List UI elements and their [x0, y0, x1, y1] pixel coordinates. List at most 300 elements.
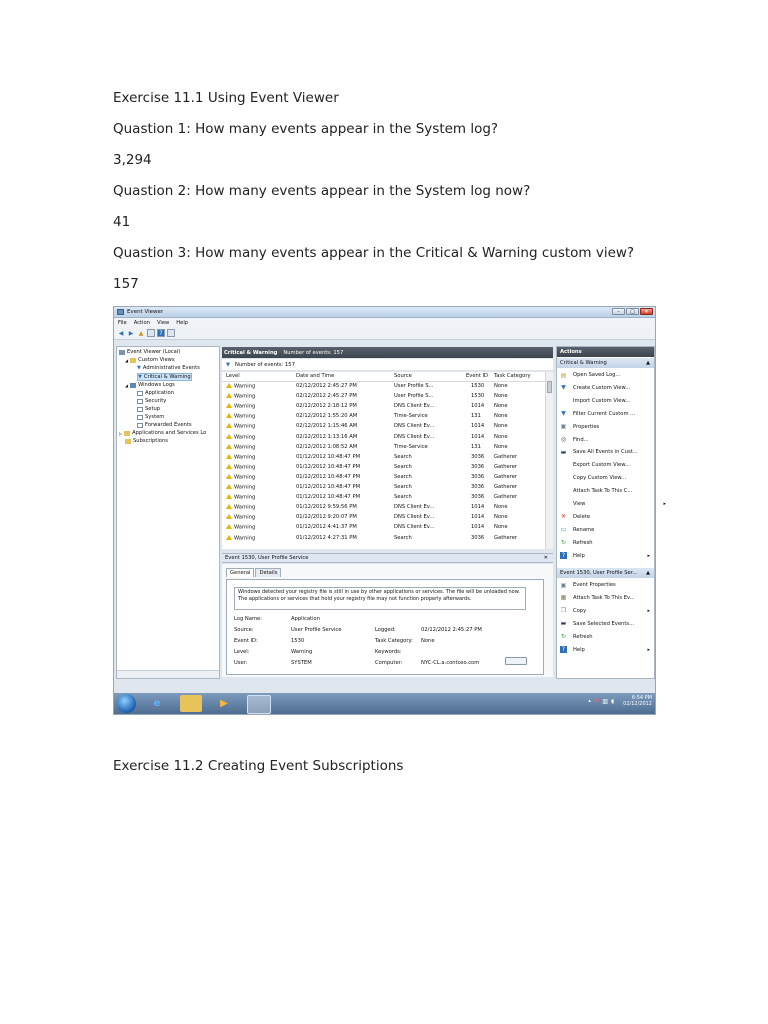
copy-icon: ❐	[560, 607, 567, 615]
media-player-icon[interactable]: ▶	[220, 698, 228, 709]
tree-item-setup[interactable]: Setup	[137, 406, 160, 412]
table-cell	[296, 474, 360, 480]
table-cell	[471, 454, 484, 460]
event-viewer-taskbar-icon[interactable]	[247, 695, 271, 714]
help-icon: ?	[561, 646, 566, 653]
clock-time: 6:54 PM	[631, 695, 652, 701]
event-detail-title: Event 1530, User Profile Service	[225, 555, 309, 561]
task-category-cell: Gatherer	[494, 453, 518, 460]
table-row[interactable]	[222, 402, 545, 412]
event-id-cell: 1014	[471, 403, 485, 410]
actions-pane	[556, 346, 666, 679]
level-cell: Warning	[234, 403, 256, 410]
table-cell	[394, 413, 428, 419]
event-id-cell: 3036	[471, 534, 485, 541]
action-item-attach-task-to-this-ev[interactable]	[557, 593, 654, 603]
action-item-create-custom-view[interactable]	[557, 383, 654, 393]
up-folder-icon[interactable]: ▲	[138, 329, 144, 337]
tree-item-windows-logs[interactable]: ◢ Windows Logs	[125, 382, 175, 388]
action-item-event-properties[interactable]	[557, 580, 654, 590]
table-cell	[494, 393, 508, 399]
table-cell	[226, 494, 255, 501]
date-cell: 01/12/2012 9:20:07 PM	[296, 514, 357, 521]
actions-section-custom-view[interactable]: Critical & Warning ▲	[557, 358, 654, 368]
source-cell: DNS Client Ev...	[394, 514, 435, 521]
source-cell: DNS Client Ev...	[394, 504, 435, 511]
event-viewer-screenshot	[113, 306, 666, 715]
events-grid	[222, 372, 553, 549]
folder-icon	[130, 358, 136, 363]
table-cell	[226, 535, 255, 542]
help-toolbar-icon[interactable]: ?	[157, 329, 165, 337]
question-2: Quastion 2: How many events appear in the System log now?	[113, 183, 531, 199]
log-icon	[137, 423, 143, 428]
event-id-cell: 1530	[471, 383, 485, 389]
action-label: Save All Events in Cust...	[573, 449, 638, 456]
table-row[interactable]	[222, 503, 545, 513]
table-cell	[394, 514, 434, 520]
table-cell	[226, 464, 255, 471]
submenu-arrow-icon: ▸	[647, 646, 650, 653]
level-cell: Warning	[234, 383, 256, 390]
table-cell	[471, 413, 481, 419]
grid-header	[222, 372, 545, 382]
table-cell	[296, 504, 357, 510]
event-id-cell: 131	[471, 443, 481, 450]
action-item-refresh[interactable]	[557, 538, 654, 548]
table-cell	[226, 434, 255, 441]
table-cell	[494, 494, 517, 500]
table-cell	[296, 484, 360, 490]
collapse-icon[interactable]: ▲	[646, 570, 650, 576]
table-cell	[226, 423, 255, 430]
menu-file[interactable]: File	[118, 319, 127, 326]
event-id-cell: 1530	[471, 393, 485, 400]
maximize-button[interactable]: □	[626, 308, 639, 315]
action-label: Find...	[573, 436, 589, 443]
table-cell	[226, 484, 255, 491]
menu-bar	[114, 318, 655, 327]
internet-explorer-icon[interactable]: e	[153, 698, 161, 709]
source-cell: Search	[394, 463, 412, 470]
refresh-icon: ↻	[560, 539, 567, 547]
tree-item-application[interactable]: Application	[137, 390, 174, 396]
source-cell: Search	[394, 453, 412, 460]
table-row[interactable]	[222, 453, 545, 463]
action-item-delete[interactable]	[557, 512, 654, 522]
log-icon	[137, 399, 143, 404]
warning-icon	[226, 464, 232, 469]
exercise-2-heading: Exercise 11.2 Creating Event Subscriptions	[113, 758, 404, 774]
table-cell	[494, 383, 508, 389]
table-row[interactable]	[222, 473, 545, 483]
tab-general[interactable]: General	[226, 568, 254, 577]
action-label: Event Properties	[573, 582, 616, 588]
logged-value: 02/12/2012 2:45:27 PM	[421, 627, 482, 633]
action-item-rename[interactable]	[557, 525, 654, 535]
event-id-cell: 3036	[471, 473, 485, 480]
task-category-cell: None	[494, 403, 508, 410]
save-icon: ▬	[560, 448, 567, 456]
table-cell	[226, 444, 255, 451]
table-cell	[494, 484, 517, 490]
tree-item-event-viewer-local[interactable]: Event Viewer (Local)	[119, 349, 180, 355]
minimize-button[interactable]: –	[612, 308, 625, 315]
action-label: Attach Task To This C...	[573, 488, 633, 495]
table-cell	[394, 535, 412, 541]
window-title: Event Viewer	[127, 309, 164, 315]
action-label: Export Custom View...	[573, 462, 630, 469]
action-item-refresh[interactable]	[557, 632, 654, 642]
table-cell	[494, 423, 508, 429]
tree-item-forwarded-events[interactable]: Forwarded Events	[137, 422, 192, 428]
warning-icon	[226, 413, 232, 418]
source-cell: DNS Client Ev...	[394, 433, 435, 440]
action-item-filter-current-custom[interactable]	[557, 409, 654, 419]
table-cell	[494, 535, 517, 541]
level-cell: Warning	[234, 423, 256, 430]
menu-action[interactable]: Action	[133, 319, 150, 326]
show-hide-action-pane-icon[interactable]	[167, 329, 175, 337]
date-cell: 01/12/2012 4:41:37 PM	[296, 524, 357, 531]
task-category-cell: Gatherer	[494, 463, 518, 470]
source-cell: Search	[394, 494, 412, 501]
level-cell: Warning	[234, 494, 256, 501]
tree-horizontal-scrollbar[interactable]	[117, 670, 219, 678]
table-cell	[494, 464, 517, 470]
table-row[interactable]	[222, 523, 545, 533]
task-category-cell: None	[494, 383, 508, 389]
date-cell: 01/12/2012 10:48:47 PM	[296, 494, 361, 501]
table-cell	[226, 504, 255, 511]
general-tab-panel	[226, 579, 544, 675]
tree-item-system[interactable]: System	[137, 414, 164, 420]
tree-item-administrative-events[interactable]: ▼ Administrative Events	[137, 365, 200, 371]
action-item-save-all-events-in-cust[interactable]	[557, 447, 654, 457]
volume-icon[interactable]: ◖	[611, 697, 615, 705]
table-cell	[471, 464, 484, 470]
rename-icon: ▭	[560, 526, 567, 534]
action-item-help[interactable]	[557, 551, 654, 561]
action-label: Refresh	[573, 633, 593, 640]
explorer-folder-icon[interactable]	[180, 695, 202, 712]
menu-help[interactable]: Help	[176, 319, 189, 326]
title-bar	[114, 307, 655, 318]
task-category-cell: Gatherer	[494, 534, 518, 541]
toolbar	[114, 327, 655, 340]
column-level[interactable]: Level	[226, 373, 240, 379]
table-row[interactable]	[222, 392, 545, 402]
submenu-arrow-icon: ▸	[647, 552, 650, 559]
warning-icon	[226, 494, 232, 499]
action-item-save-selected-events[interactable]	[557, 619, 654, 629]
actions-title: Actions	[557, 347, 654, 357]
table-row[interactable]	[222, 382, 545, 392]
user-value: SYSTEM	[291, 660, 312, 666]
tab-details[interactable]: Details	[255, 568, 281, 577]
table-row[interactable]	[222, 493, 545, 503]
table-cell	[296, 393, 357, 399]
warning-icon	[226, 524, 232, 529]
action-label: Delete	[573, 513, 591, 520]
answer-2: 41	[113, 214, 131, 230]
table-cell	[471, 524, 484, 530]
table-cell	[394, 444, 428, 450]
task-icon: ▦	[560, 594, 567, 602]
clock-date: 02/12/2012	[623, 701, 652, 707]
action-item-view[interactable]	[557, 499, 670, 509]
warning-icon	[226, 504, 232, 509]
tree-item-applications-services[interactable]: ▷ Applications and Services Lo	[119, 430, 207, 436]
log-icon	[137, 391, 143, 396]
warning-icon	[226, 535, 232, 540]
tree-item-subscriptions[interactable]: Subscriptions	[125, 438, 168, 444]
task-category-cell: None	[494, 413, 508, 420]
subscription-icon	[125, 439, 131, 444]
level-cell: Warning	[234, 444, 256, 451]
tree-item-custom-views[interactable]: ◢ Custom Views	[125, 357, 175, 363]
table-row[interactable]	[222, 433, 545, 443]
question-3: Quastion 3: How many events appear in the Critical & Warning custom view?	[113, 245, 635, 261]
tree-item-security[interactable]: Security	[137, 398, 166, 404]
date-cell: 02/12/2012 2:18:12 PM	[296, 403, 357, 410]
date-cell: 02/12/2012 1:15:46 AM	[296, 423, 358, 430]
tray-arrow-icon[interactable]: ▴	[588, 698, 591, 704]
column-date-time[interactable]: Date and Time	[296, 373, 335, 379]
action-item-open-saved-log[interactable]	[557, 370, 654, 380]
action-item-properties[interactable]	[557, 422, 654, 432]
grid-scrollbar[interactable]	[545, 372, 553, 549]
action-label: Properties	[573, 423, 600, 430]
folder-icon	[124, 431, 130, 436]
table-cell	[471, 504, 484, 510]
source-cell: DNS Client Ev...	[394, 423, 435, 430]
table-cell	[296, 413, 357, 419]
source-cell: Search	[394, 473, 412, 480]
actions-section-event[interactable]: Event 1530, User Profile Ser... ▲	[557, 568, 654, 578]
table-cell	[394, 464, 412, 470]
table-cell	[494, 514, 508, 520]
table-cell	[296, 434, 357, 440]
event-id-cell: 3036	[471, 463, 485, 470]
table-row[interactable]	[222, 422, 545, 432]
event-id-label: Event ID:	[234, 638, 258, 644]
table-cell	[394, 423, 434, 429]
warning-icon	[226, 484, 232, 489]
event-id-value: 1530	[291, 638, 305, 644]
table-cell	[471, 535, 484, 541]
event-id-cell: 1014	[471, 433, 485, 440]
table-cell	[226, 454, 255, 461]
table-cell	[494, 444, 508, 450]
delete-icon: ✕	[560, 513, 567, 521]
event-id-cell: 1014	[471, 504, 485, 511]
date-cell: 02/12/2012 1:08:52 AM	[296, 443, 358, 450]
warning-icon	[226, 434, 232, 439]
filter-event-count: Number of events: 157	[235, 361, 295, 368]
more-info-button[interactable]	[505, 657, 527, 665]
level-value: Warning	[291, 649, 313, 655]
table-row[interactable]	[222, 463, 545, 473]
action-label: Filter Current Custom ...	[573, 410, 636, 417]
table-cell	[296, 423, 357, 429]
user-label: User:	[234, 660, 248, 666]
answer-1: 3,294	[113, 152, 152, 168]
event-detail-pane	[222, 564, 553, 677]
date-cell: 02/12/2012 1:55:20 AM	[296, 413, 358, 420]
table-cell	[394, 504, 434, 510]
table-cell	[296, 403, 357, 409]
task-category-cell: None	[494, 504, 508, 511]
date-cell: 01/12/2012 4:27:31 PM	[296, 534, 357, 541]
table-cell	[494, 434, 508, 440]
action-item-copy[interactable]	[557, 606, 654, 616]
action-label: Import Custom View...	[573, 397, 631, 404]
submenu-arrow-icon: ▸	[647, 607, 650, 614]
table-cell	[296, 514, 357, 520]
action-label: Copy Custom View...	[573, 475, 627, 482]
column-source[interactable]: Source	[394, 373, 412, 379]
exercise-heading: Exercise 11.1 Using Event Viewer	[113, 90, 339, 106]
task-category-cell: Gatherer	[494, 494, 518, 501]
level-cell: Warning	[234, 393, 256, 400]
table-cell	[296, 454, 360, 460]
logged-label: Logged:	[375, 627, 396, 633]
question-1: Quastion 1: How many events appear in the System log?	[113, 121, 499, 137]
source-cell: Search	[394, 484, 412, 490]
source-cell: DNS Client Ev...	[394, 403, 435, 410]
column-event-id[interactable]: Event ID	[466, 373, 489, 379]
computer-icon	[119, 350, 125, 355]
table-cell	[471, 474, 484, 480]
computer-label: Computer:	[375, 660, 403, 666]
event-id-cell: 3036	[471, 494, 485, 501]
table-row[interactable]	[222, 412, 545, 422]
source-value: User Profile Service	[291, 627, 342, 633]
tree-item-critical-warning[interactable]: ▼ Critical & Warning	[138, 374, 191, 380]
event-id-cell: 3036	[471, 484, 485, 490]
column-task-category[interactable]: Task Category	[494, 373, 531, 379]
action-item-help[interactable]	[557, 645, 654, 655]
source-cell: Time-Service	[394, 413, 428, 420]
action-item-attach-task-to-this-c[interactable]	[557, 486, 670, 496]
table-cell	[226, 383, 255, 390]
event-id-cell: 131	[471, 413, 481, 420]
action-item-import-custom-view[interactable]	[557, 396, 670, 406]
show-hide-tree-icon[interactable]	[147, 329, 155, 337]
network-icon[interactable]: ▥	[602, 697, 608, 705]
table-cell	[394, 383, 434, 389]
navigation-tree	[116, 346, 220, 679]
table-cell	[226, 393, 255, 400]
task-category-cell: None	[494, 514, 508, 521]
properties-icon: ▣	[560, 423, 567, 431]
task-category-cell: None	[494, 443, 508, 450]
action-item-find[interactable]	[557, 435, 654, 445]
action-label: Refresh	[573, 539, 593, 546]
computer-value: NYC-CL.a.contoso.com	[421, 660, 480, 666]
table-row[interactable]	[222, 534, 545, 544]
level-cell: Warning	[234, 504, 256, 511]
filter-icon: ▼	[561, 384, 566, 392]
table-cell	[471, 383, 484, 389]
event-id-cell: 1014	[471, 514, 485, 521]
grid-scroll-thumb[interactable]	[547, 381, 552, 393]
table-cell	[394, 494, 412, 500]
source-cell: Time-Service	[394, 443, 428, 450]
action-center-icon[interactable]: ⚑	[593, 697, 600, 705]
answer-3: 157	[113, 276, 139, 292]
table-cell	[394, 484, 412, 490]
action-item-copy-custom-view[interactable]	[557, 473, 670, 483]
clock[interactable]	[623, 695, 652, 707]
help-icon: ?	[561, 552, 566, 560]
date-cell: 02/12/2012 2:45:27 PM	[296, 383, 357, 389]
table-cell	[394, 403, 434, 409]
level-cell: Warning	[234, 535, 256, 541]
back-arrow-icon[interactable]: ◀	[118, 329, 124, 337]
date-cell: 02/12/2012 2:45:27 PM	[296, 393, 357, 400]
table-row[interactable]	[222, 483, 545, 493]
table-cell	[226, 514, 255, 521]
warning-icon	[226, 454, 232, 459]
warning-icon	[226, 403, 232, 408]
table-cell	[394, 393, 434, 399]
source-cell: User Profile S...	[394, 383, 434, 389]
close-button[interactable]: ✕	[640, 308, 653, 315]
table-cell	[394, 454, 412, 460]
table-cell	[494, 413, 508, 419]
collapse-icon[interactable]: ▲	[646, 360, 650, 366]
expand-icon: ◢	[125, 382, 129, 388]
table-cell	[394, 524, 434, 530]
date-cell: 01/12/2012 10:48:47 PM	[296, 453, 361, 460]
collapsed-icon: ▷	[119, 430, 123, 436]
table-cell	[471, 444, 481, 450]
action-label: Help	[573, 552, 585, 559]
keywords-label: Keywords:	[375, 649, 402, 655]
table-cell	[494, 504, 508, 510]
menu-view[interactable]: View	[156, 319, 170, 326]
taskbar	[114, 693, 655, 714]
table-row[interactable]	[222, 513, 545, 523]
table-cell	[296, 464, 360, 470]
source-cell: DNS Client Ev...	[394, 524, 435, 531]
close-detail-icon[interactable]: ✕	[543, 555, 548, 561]
level-cell: Warning	[234, 484, 256, 491]
level-cell: Warning	[234, 413, 256, 420]
filter-bar	[222, 359, 553, 371]
table-cell	[471, 494, 484, 500]
table-cell	[494, 524, 508, 530]
custom-view-header	[222, 347, 553, 358]
table-cell	[226, 524, 255, 531]
log-icon	[137, 415, 143, 420]
table-cell	[296, 383, 357, 389]
action-item-export-custom-view[interactable]	[557, 460, 670, 470]
table-row[interactable]	[222, 443, 545, 453]
level-cell: Warning	[234, 434, 256, 440]
table-cell	[296, 535, 357, 541]
warning-icon	[226, 474, 232, 479]
task-category-cell: Gatherer	[494, 484, 518, 490]
event-id-cell: 1014	[471, 524, 485, 531]
table-cell	[494, 403, 508, 409]
table-cell	[494, 474, 517, 480]
forward-arrow-icon[interactable]: ▶	[128, 329, 134, 337]
start-button[interactable]	[117, 694, 136, 713]
custom-view-count: Number of events: 157	[283, 349, 344, 356]
